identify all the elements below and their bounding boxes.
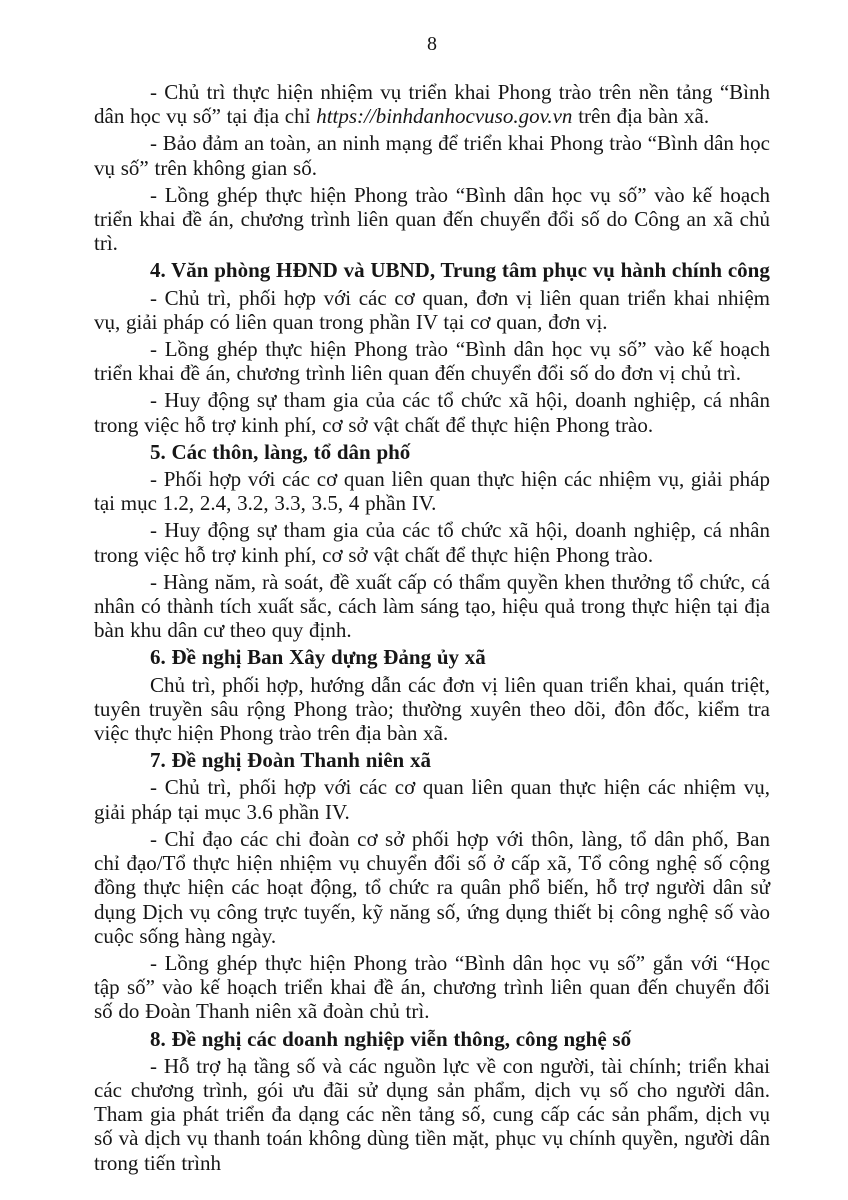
section-heading <box>94 440 770 464</box>
paragraph <box>94 570 770 643</box>
text-run: 4. Văn phòng HĐND và UBND, Trung tâm phục vụ hành chính công <box>150 258 770 283</box>
url-text: https://binhdanhocvuso.gov.vn <box>316 104 573 129</box>
text-run: - Chủ trì, phối hợp với các cơ quan, đơn vị liên quan triển khai nhiệm vụ, giải pháp có liên quan trong phần IV tại cơ quan, đơn vị. <box>94 285 770 334</box>
section-heading <box>94 645 770 669</box>
document-body <box>94 80 770 1175</box>
paragraph <box>94 183 770 256</box>
text-run: - Bảo đảm an toàn, an ninh mạng để triển khai Phong trào “Bình dân học vụ số” trên không gian số. <box>94 131 770 180</box>
paragraph <box>94 388 770 436</box>
text-run: - Lồng ghép thực hiện Phong trào “Bình dân học vụ số” vào kế hoạch triển khai đề án, chương trình liên quan đến chuyển đổi số do Công an xã chủ trì. <box>94 182 770 256</box>
text-run: - Chỉ đạo các chi đoàn cơ sở phối hợp với thôn, làng, tổ dân phố, Ban chỉ đạo/Tổ thực hiện nhiệm vụ chuyển đổi số ở cấp xã, Tổ công nghệ số cộng đồng thực hiện các hoạt động, tổ chức ra quân phổ biến, hỗ trợ người dân sử dụng Dịch vụ công trực tuyến, kỹ năng số, ứng dụng thiết bị công nghệ số vào cuộc sống hàng ngày. <box>94 826 770 948</box>
page-number: 8 <box>427 33 437 55</box>
paragraph <box>94 775 770 823</box>
paragraph <box>94 1054 770 1175</box>
paragraph <box>94 827 770 948</box>
paragraph <box>94 467 770 515</box>
paragraph <box>94 131 770 179</box>
text-run: - Lồng ghép thực hiện Phong trào “Bình dân học vụ số” vào kế hoạch triển khai đề án, chương trình liên quan đến chuyển đổi số do đơn vị chủ trì. <box>94 337 770 386</box>
text-run: - Huy động sự tham gia của các tổ chức xã hội, doanh nghiệp, cá nhân trong việc hỗ trợ kinh phí, cơ sở vật chất để thực hiện Phong trào. <box>94 518 770 567</box>
text-run: - Huy động sự tham gia của các tổ chức xã hội, doanh nghiệp, cá nhân trong việc hỗ trợ kinh phí, cơ sở vật chất để thực hiện Phong trào. <box>94 388 770 437</box>
text-run: 7. Đề nghị Đoàn Thanh niên xã <box>150 748 431 773</box>
paragraph <box>94 337 770 385</box>
section-heading <box>94 1027 770 1051</box>
text-run: - Chủ trì, phối hợp với các cơ quan liên quan thực hiện các nhiệm vụ, giải pháp tại mục 3.6 phần IV. <box>94 775 770 824</box>
paragraph <box>94 518 770 566</box>
section-heading <box>94 258 770 282</box>
text-run: 8. Đề nghị các doanh nghiệp viễn thông, công nghệ số <box>150 1026 632 1051</box>
text-run: - Hàng năm, rà soát, đề xuất cấp có thẩm quyền khen thưởng tổ chức, cá nhân có thành tích xuất sắc, cách làm sáng tạo, hiệu quả trong thực hiện tại địa bàn khu dân cư theo quy định. <box>94 569 770 643</box>
text-run: - Chủ trì thực hiện nhiệm vụ triển khai Phong trào trên nền tảng “Bình dân học vụ số” tại địa chỉ <box>94 80 770 129</box>
section-heading <box>94 748 770 772</box>
text-run: - Phối hợp với các cơ quan liên quan thực hiện các nhiệm vụ, giải pháp tại mục 1.2, 2.4, 3.2, 3.3, 3.5, 4 phần IV. <box>94 467 770 516</box>
text-run: - Hỗ trợ hạ tầng số và các nguồn lực về con người, tài chính; triển khai các chương trình, gói ưu đãi sử dụng sản phẩm, dịch vụ số cho người dân. Tham gia phát triển đa dạng các nền tảng số, cung cấp các sản phẩm, dịch vụ số và dịch vụ thanh toán không dùng tiền mặt, phục vụ chính quyền, người dân trong tiến trình <box>94 1053 770 1175</box>
paragraph <box>94 286 770 334</box>
text-run: 6. Đề nghị Ban Xây dựng Đảng ủy xã <box>150 645 486 670</box>
paragraph <box>94 673 770 746</box>
text-run: trên địa bàn xã. <box>572 104 710 129</box>
paragraph <box>94 951 770 1024</box>
paragraph <box>94 80 770 128</box>
text-run: Chủ trì, phối hợp, hướng dẫn các đơn vị liên quan triển khai, quán triệt, tuyên truyền sâu rộng Phong trào; thường xuyên theo dõi, đôn đốc, kiểm tra việc thực hiện Phong trào trên địa bàn xã. <box>94 672 770 746</box>
text-run: - Lồng ghép thực hiện Phong trào “Bình dân học vụ số” gắn với “Học tập số” vào kế hoạch triển khai đề án, chương trình liên quan đến chuyển đổi số do Đoàn Thanh niên xã đoàn chủ trì. <box>94 950 770 1024</box>
text-run: 5. Các thôn, làng, tổ dân phố <box>150 439 411 464</box>
